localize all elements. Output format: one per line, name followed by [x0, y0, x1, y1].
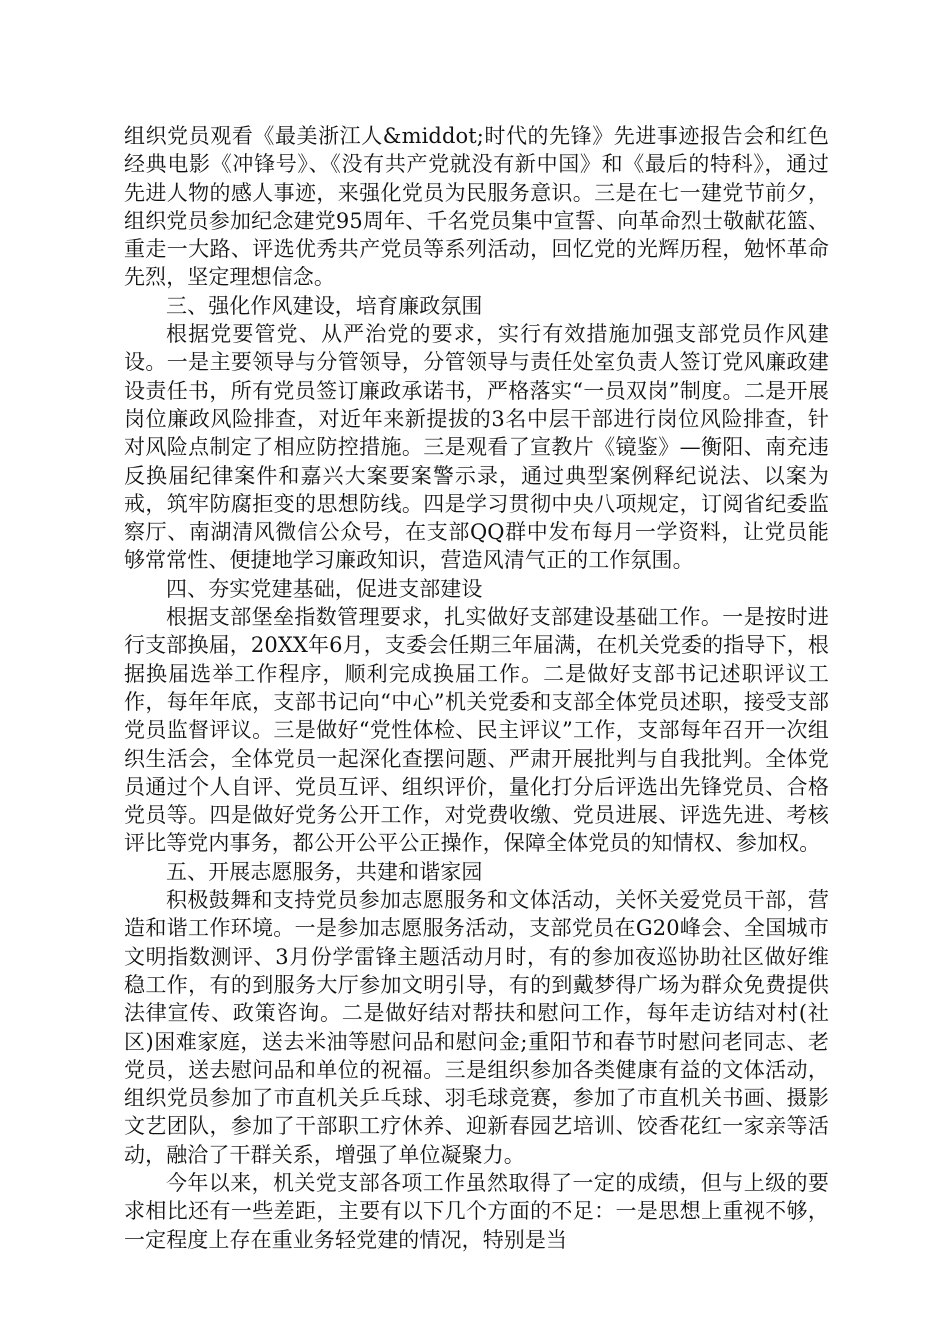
paragraph-body: 根据支部堡垒指数管理要求，扎实做好支部建设基础工作。一是按时进行支部换届，20XX年6月，支委会任期三年届满，在机关党委的指导下，根据换届选举工作程序，顺利完成换届工作。二是做好支部书记述职评议工作，每年年底，支部书记向“中心”机关党委和支部全体党员述职，接受支部党员监督评议。三是做好“党性体检、民主评议”工作，支部每年召开一次组织生活会，全体党员一起深化查摆问题、严肃开展批判与自我批判。全体党员通过个人自评、党员互评、组织评价，量化打分后评选出先锋党员、合格党员等。四是做好党务公开工作，对党费收缴、党员进展、评选先进、考核评比等党内事务，都公开公平公正操作，保障全体党员的知情权、参加权。	[124, 605, 829, 856]
paragraph-body: 组织党员观看《最美浙江人&middot;时代的先锋》先进事迹报告会和红色经典电影《冲锋号》、《没有共产党就没有新中国》和《最后的特科》，通过先进人物的感人事迹，来强化党员为民服务意识。三是在七一建党节前夕，组织党员参加纪念建党95周年、千名党员集中宣誓、向革命烈士敬献花篮、重走一大路、评选优秀共产党员等系列活动，回忆党的光辉历程，勉怀革命先烈，坚定理想信念。	[124, 124, 829, 290]
paragraph-body: 今年以来，机关党支部各项工作虽然取得了一定的成绩，但与上级的要求相比还有一些差距，主要有以下几个方面的不足：一是思想上重视不够，一定程度上存在重业务轻党建的情况，特别是当	[124, 1170, 829, 1252]
section-heading: 四、夯实党建基础，促进支部建设	[166, 576, 483, 601]
document-body	[124, 122, 829, 1254]
paragraph-body: 积极鼓舞和支持党员参加志愿服务和文体活动，关怀关爱党员干部，营造和谐工作环境。一是参加志愿服务活动，支部党员在G20峰会、全国城市文明指数测评、3月份学雷锋主题活动月时，有的参加夜巡协助社区做好维稳工作，有的到服务大厅参加文明引导，有的到戴梦得广场为群众免费提供法律宣传、政策咨询。二是做好结对帮扶和慰问工作，每年走访结对村(社区)困难家庭，送去米油等慰问品和慰问金;重阳节和春节时慰问老同志、老党员，送去慰问品和单位的祝福。三是组织参加各类健康有益的文体活动，组织党员参加了市直机关乒乓球、羽毛球竞赛，参加了市直机关书画、摄影文艺团队，参加了干部职工疗休养、迎新春园艺培训、饺香花红一家亲等活动，融洽了干群关系，增强了单位凝聚力。	[124, 888, 829, 1167]
section-heading: 三、强化作风建设，培育廉政氛围	[166, 293, 483, 318]
section-heading: 五、开展志愿服务，共建和谐家园	[166, 859, 483, 884]
paragraph-body: 根据党要管党、从严治党的要求，实行有效措施加强支部党员作风建设。一是主要领导与分管领导，分管领导与责任处室负责人签订党风廉政建设责任书，所有党员签订廉政承诺书，严格落实“一员双岗”制度。二是开展岗位廉政风险排查，对近年来新提拔的3名中层干部进行岗位风险排查，针对风险点制定了相应防控措施。三是观看了宣教片《镜鉴》—衡阳、南充违反换届纪律案件和嘉兴大案要案警示录，通过典型案例释纪说法、以案为戒，筑牢防腐拒变的思想防线。四是学习贯彻中央八项规定，订阅省纪委监察厅、南湖清风微信公众号，在支部QQ群中发布每月一学资料，让党员能够常常性、便捷地学习廉政知识，营造风清气正的工作氛围。	[124, 322, 829, 573]
